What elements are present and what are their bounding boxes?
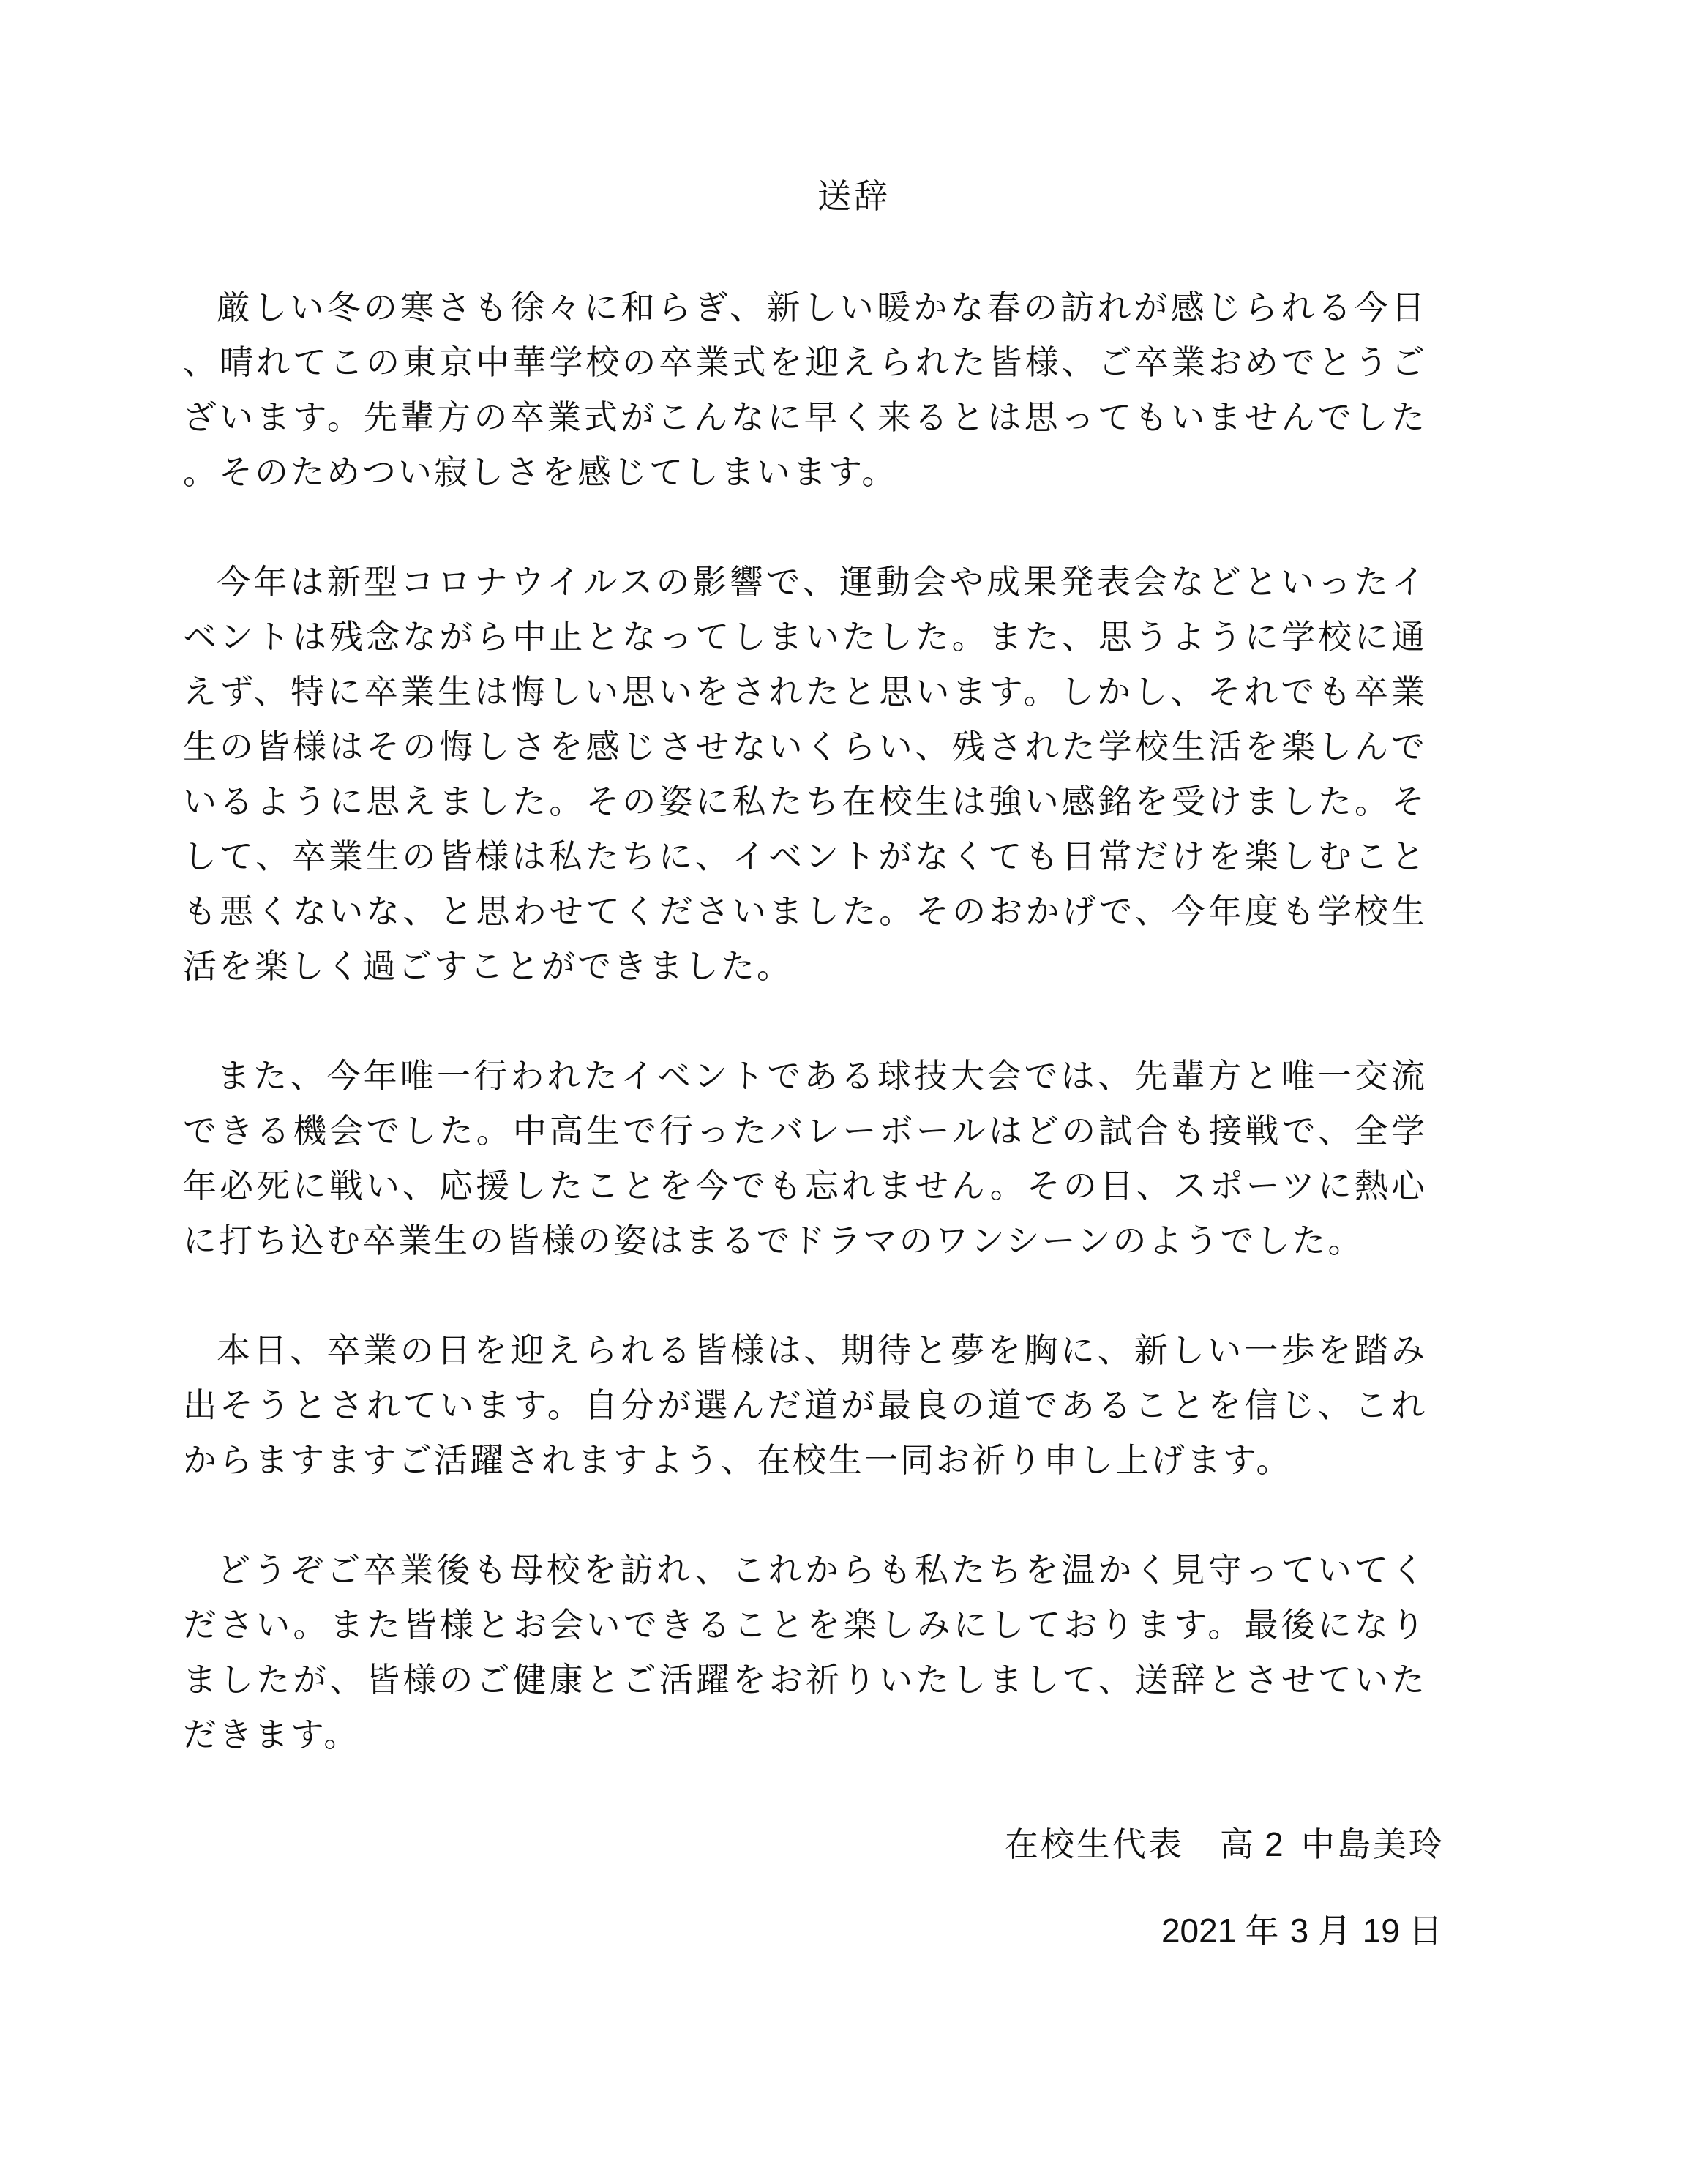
signature-role: 在校生代表: [1004, 1825, 1184, 1864]
date-month: 3: [1289, 1912, 1309, 1950]
date-year-unit: 年: [1245, 1911, 1281, 1950]
paragraph-3: また、今年唯一行われたイベントである球技大会では、先輩方と唯一交流できる機会でした。中高生で行ったバレーボールはどの試合も接戦で、全学年必死に戦い、応援したことを今でも忘れません。その日、スポーツに熱心に打ち込む卒業生の皆様の姿はまるでドラマのワンシーンのようでした。: [183, 1056, 1427, 1260]
document-title: 送辞: [817, 176, 891, 216]
date-year: 2021: [1161, 1912, 1237, 1950]
signature-spacer: [1184, 1825, 1220, 1864]
signature-grade-prefix: 高: [1219, 1825, 1256, 1864]
signature-name: 中島美玲: [1301, 1825, 1445, 1864]
signature: [1005, 1821, 1445, 1868]
date-day: 19: [1362, 1912, 1400, 1950]
date-day-unit: 日: [1409, 1911, 1445, 1950]
paragraph-2: 今年は新型コロナウイルスの影響で、運動会や成果発表会などといったイベントは残念ながら中止となってしまいたした。また、思うように学校に通えず、特に卒業生は悔しい思いをされたと思います。しかし、それでも卒業生の皆様はその悔しさを感じさせないくらい、残された学校生活を楽しんでいるように思えました。その姿に私たち在校生は強い感銘を受けました。そして、卒業生の皆様は私たちに、イベントがなくても日常だけを楽しむことも悪くないな、と思わせてくださいました。そのおかげで、今年度も学校生活を楽しく過ごすことができました。: [183, 562, 1427, 986]
document-body: [183, 280, 1427, 1762]
paragraph-4: 本日、卒業の日を迎えられる皆様は、期待と夢を胸に、新しい一歩を踏み出そうとされています。自分が選んだ道が最良の道であることを信じ、これからますますご活躍されますよう、在校生一同お祈り申し上げます。: [183, 1331, 1427, 1480]
paragraph-5: どうぞご卒業後も母校を訪れ、これからも私たちを温かく見守っていてください。また皆様とお会いできることを楽しみにしております。最後になりましたが、皆様のご健康とご活躍をお祈りいたしまして、送辞とさせていただきます。: [183, 1550, 1427, 1754]
date-month-unit: 月: [1317, 1911, 1354, 1950]
paragraph-1: 厳しい冬の寒さも徐々に和らぎ、新しい暖かな春の訪れが感じられる今日、晴れてこの東京中華学校の卒業式を迎えられた皆様、ご卒業おめでとうございます。先輩方の卒業式がこんなに早く来るとは思ってもいませんでした。そのためつい寂しさを感じてしまいます。: [183, 288, 1427, 492]
signature-grade-number: 2: [1265, 1825, 1284, 1863]
document-date: [1161, 1907, 1445, 1954]
